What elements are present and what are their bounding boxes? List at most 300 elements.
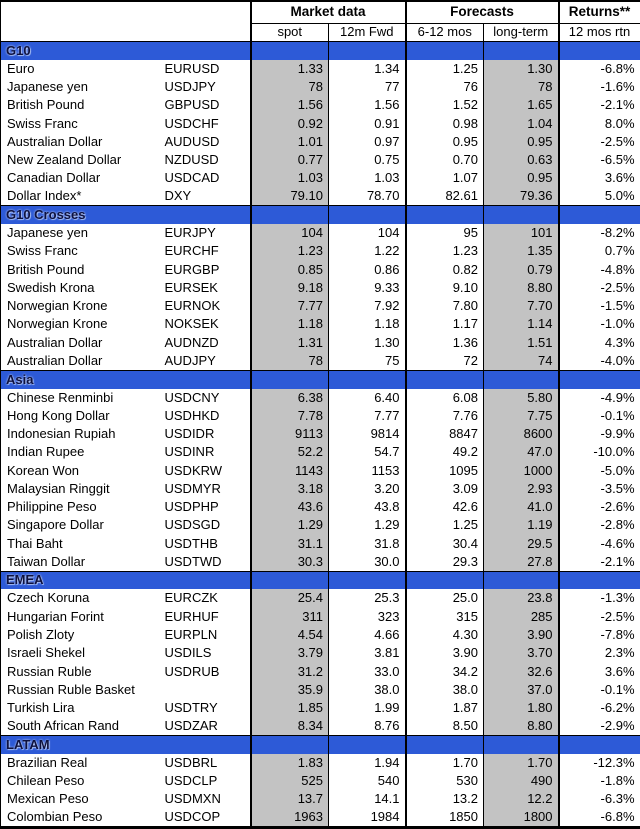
return-12m-value: -6.8%	[559, 809, 640, 828]
currency-name: Swiss Franc	[7, 243, 78, 259]
long-term-value: 8600	[484, 425, 559, 443]
return-12m-value: -1.0%	[559, 315, 640, 333]
forecast-6-12-value: 7.76	[406, 407, 484, 425]
long-term-value: 0.95	[484, 169, 559, 187]
spot-value: 0.77	[251, 151, 329, 169]
ticker-code: DXY	[164, 188, 192, 204]
forecast-6-12-value: 315	[406, 608, 484, 626]
currency-name: Mexican Peso	[7, 791, 89, 807]
section-row-emea	[1, 571, 640, 589]
long-term-value: 1.70	[484, 754, 559, 772]
return-12m-value: -1.8%	[559, 772, 640, 790]
long-term-value: 12.2	[484, 790, 559, 808]
currency-name: Dollar Index*	[7, 188, 82, 204]
currency-name: Polish Zloty	[7, 626, 75, 642]
section-band-cell	[484, 571, 559, 589]
spot-value: 1.01	[251, 133, 329, 151]
section-band-cell	[559, 206, 640, 224]
return-12m-value: -2.6%	[559, 498, 640, 516]
table-row	[1, 389, 640, 407]
table-row	[1, 443, 640, 461]
currency-name: Swedish Krona	[7, 279, 95, 295]
section-band-cell	[559, 370, 640, 388]
ticker-code: USDBRL	[164, 754, 218, 770]
fwd-12m-value: 0.91	[329, 115, 406, 133]
long-term-value: 1.51	[484, 334, 559, 352]
currency-name: South African Rand	[7, 718, 120, 734]
fwd-12m-value: 14.1	[329, 790, 406, 808]
table-row	[1, 407, 640, 425]
table-header	[1, 1, 640, 42]
long-term-value: 8.80	[484, 279, 559, 297]
spot-value: 1143	[251, 462, 329, 480]
spot-value: 78	[251, 78, 329, 96]
table-row	[1, 699, 640, 717]
ticker-code: USDJPY	[164, 79, 216, 95]
table-row	[1, 169, 640, 187]
section-label: G10 Crosses	[1, 206, 251, 224]
long-term-value: 79.36	[484, 188, 559, 206]
spot-value: 7.77	[251, 297, 329, 315]
return-12m-value: -2.9%	[559, 717, 640, 735]
spot-value: 1.83	[251, 754, 329, 772]
return-12m-value: -1.3%	[559, 589, 640, 607]
ticker-code: NOKSEK	[164, 316, 219, 332]
forecast-6-12-value: 1.25	[406, 60, 484, 78]
ticker-code: USDINR	[164, 444, 215, 460]
fwd-12m-value: 323	[329, 608, 406, 626]
forecast-6-12-value: 7.80	[406, 297, 484, 315]
long-term-value: 1.19	[484, 516, 559, 534]
spot-value: 31.2	[251, 663, 329, 681]
ticker-code: AUDUSD	[164, 133, 220, 149]
fwd-12m-value: 6.40	[329, 389, 406, 407]
fwd-12m-value: 0.97	[329, 133, 406, 151]
section-band-cell	[329, 206, 406, 224]
spot-value: 3.18	[251, 480, 329, 498]
ticker-code: USDCNY	[164, 389, 220, 405]
column-header-12m-fwd: 12m Fwd	[329, 24, 406, 42]
ticker-code: USDILS	[164, 645, 212, 661]
ticker-code: NZDUSD	[164, 152, 219, 168]
forecast-6-12-value: 1.23	[406, 242, 484, 260]
table-row	[1, 626, 640, 644]
column-group-returns: Returns**	[559, 1, 640, 24]
return-12m-value: 5.0%	[559, 188, 640, 206]
long-term-value: 3.70	[484, 644, 559, 662]
table-row	[1, 516, 640, 534]
fwd-12m-value: 75	[329, 352, 406, 370]
forecast-6-12-value: 13.2	[406, 790, 484, 808]
fwd-12m-value: 31.8	[329, 535, 406, 553]
ticker-code: USDPHP	[164, 499, 219, 515]
ticker-code: USDCAD	[164, 170, 220, 186]
column-header-long-term: long-term	[484, 24, 559, 42]
ticker-code: EURCZK	[164, 590, 218, 606]
currency-name: Thai Baht	[7, 535, 63, 551]
return-12m-value: -2.1%	[559, 553, 640, 571]
spot-value: 52.2	[251, 443, 329, 461]
forecast-6-12-value: 1850	[406, 809, 484, 828]
return-12m-value: -4.8%	[559, 261, 640, 279]
section-band-cell	[406, 42, 484, 60]
forecast-6-12-value: 1095	[406, 462, 484, 480]
fwd-12m-value: 1.03	[329, 169, 406, 187]
long-term-value: 74	[484, 352, 559, 370]
ticker-code: USDKRW	[164, 462, 223, 478]
forecast-6-12-value: 8.50	[406, 717, 484, 735]
currency-name: Norwegian Krone	[7, 298, 108, 314]
spot-value: 1.85	[251, 699, 329, 717]
spot-value: 43.6	[251, 498, 329, 516]
fwd-12m-value: 78.70	[329, 188, 406, 206]
return-12m-value: 3.6%	[559, 663, 640, 681]
section-band-cell	[559, 42, 640, 60]
currency-name: Indian Rupee	[7, 444, 85, 460]
long-term-value: 2.93	[484, 480, 559, 498]
return-12m-value: 4.3%	[559, 334, 640, 352]
table-row	[1, 809, 640, 828]
column-group-market-data: Market data	[251, 1, 406, 24]
fwd-12m-value: 3.20	[329, 480, 406, 498]
long-term-value: 1.04	[484, 115, 559, 133]
return-12m-value: -4.0%	[559, 352, 640, 370]
long-term-value: 78	[484, 78, 559, 96]
section-band-cell	[251, 206, 329, 224]
long-term-value: 3.90	[484, 626, 559, 644]
long-term-value: 101	[484, 224, 559, 242]
currency-name: Norwegian Krone	[7, 316, 108, 332]
return-12m-value: -6.3%	[559, 790, 640, 808]
currency-name: Hong Kong Dollar	[7, 407, 110, 423]
currency-name: New Zealand Dollar	[7, 152, 122, 168]
table-row	[1, 242, 640, 260]
spot-value: 311	[251, 608, 329, 626]
return-12m-value: -1.6%	[559, 78, 640, 96]
return-12m-value: -9.9%	[559, 425, 640, 443]
column-group-row	[1, 1, 640, 24]
ticker-code: USDMYR	[164, 480, 221, 496]
return-12m-value: -10.0%	[559, 443, 640, 461]
currency-name: British Pound	[7, 97, 85, 113]
ticker-code: EURPLN	[164, 626, 218, 642]
table-row	[1, 462, 640, 480]
long-term-value: 8.80	[484, 717, 559, 735]
section-row-latam	[1, 736, 640, 754]
return-12m-value: -2.5%	[559, 279, 640, 297]
currency-name: Singapore Dollar	[7, 517, 104, 533]
table-row	[1, 553, 640, 571]
table-row	[1, 681, 640, 699]
long-term-value: 29.5	[484, 535, 559, 553]
column-header-spot: spot	[251, 24, 329, 42]
section-band-cell	[484, 206, 559, 224]
ticker-code: USDTHB	[164, 535, 218, 551]
spot-value: 104	[251, 224, 329, 242]
return-12m-value: -12.3%	[559, 754, 640, 772]
currency-name: Swiss Franc	[7, 115, 78, 131]
ticker-code: USDTRY	[164, 700, 218, 716]
fwd-12m-value: 1.22	[329, 242, 406, 260]
forecast-6-12-value: 38.0	[406, 681, 484, 699]
long-term-value: 27.8	[484, 553, 559, 571]
currency-name: Australian Dollar	[7, 334, 103, 350]
fwd-12m-value: 1.34	[329, 60, 406, 78]
ticker-code: USDIDR	[164, 426, 215, 442]
fwd-12m-value: 7.77	[329, 407, 406, 425]
currency-name: British Pound	[7, 261, 85, 277]
long-term-value: 41.0	[484, 498, 559, 516]
return-12m-value: -5.0%	[559, 462, 640, 480]
long-term-value: 5.80	[484, 389, 559, 407]
ticker-code: EURHUF	[164, 608, 219, 624]
long-term-value: 1800	[484, 809, 559, 828]
forecast-6-12-value: 0.82	[406, 261, 484, 279]
forecast-6-12-value: 4.30	[406, 626, 484, 644]
forecast-6-12-value: 3.90	[406, 644, 484, 662]
section-band-cell	[329, 42, 406, 60]
long-term-value: 285	[484, 608, 559, 626]
section-band-cell	[406, 571, 484, 589]
forecast-6-12-value: 530	[406, 772, 484, 790]
table-row	[1, 133, 640, 151]
fwd-12m-value: 33.0	[329, 663, 406, 681]
table-row	[1, 535, 640, 553]
spot-value: 1.23	[251, 242, 329, 260]
spot-value: 4.54	[251, 626, 329, 644]
fwd-12m-value: 30.0	[329, 553, 406, 571]
spot-value: 1.03	[251, 169, 329, 187]
table-row	[1, 352, 640, 370]
currency-name: Turkish Lira	[7, 700, 75, 716]
return-12m-value: -4.6%	[559, 535, 640, 553]
ticker-code	[161, 681, 251, 699]
return-12m-value: 0.7%	[559, 242, 640, 260]
spot-value: 30.3	[251, 553, 329, 571]
currency-name: Japanese yen	[7, 225, 88, 241]
currency-name: Colombian Peso	[7, 809, 103, 825]
forecast-6-12-value: 1.25	[406, 516, 484, 534]
section-label: G10	[1, 42, 251, 60]
return-12m-value: 2.3%	[559, 644, 640, 662]
fwd-12m-value: 1.56	[329, 96, 406, 114]
column-header-12-mos-rtn: 12 mos rtn	[559, 24, 640, 42]
long-term-value: 0.95	[484, 133, 559, 151]
ticker-code: USDMXN	[164, 791, 221, 807]
long-term-value: 47.0	[484, 443, 559, 461]
fwd-12m-value: 540	[329, 772, 406, 790]
forecast-6-12-value: 25.0	[406, 589, 484, 607]
spot-value: 79.10	[251, 188, 329, 206]
fwd-12m-value: 0.86	[329, 261, 406, 279]
table-row	[1, 589, 640, 607]
long-term-value: 32.6	[484, 663, 559, 681]
currency-name: Brazilian Real	[7, 754, 88, 770]
fwd-12m-value: 77	[329, 78, 406, 96]
ticker-code: USDSGD	[164, 517, 221, 533]
fwd-12m-value: 54.7	[329, 443, 406, 461]
spot-value: 0.85	[251, 261, 329, 279]
currency-name: Australian Dollar	[7, 133, 103, 149]
long-term-value: 1.80	[484, 699, 559, 717]
table-row	[1, 60, 640, 78]
table-row	[1, 96, 640, 114]
spot-value: 8.34	[251, 717, 329, 735]
spot-value: 525	[251, 772, 329, 790]
spot-value: 0.92	[251, 115, 329, 133]
section-band-cell	[406, 736, 484, 754]
forecast-6-12-value: 0.70	[406, 151, 484, 169]
fwd-12m-value: 4.66	[329, 626, 406, 644]
return-12m-value: 3.6%	[559, 169, 640, 187]
currency-name: Japanese yen	[7, 79, 88, 95]
spot-value: 78	[251, 352, 329, 370]
fwd-12m-value: 8.76	[329, 717, 406, 735]
long-term-value: 1.35	[484, 242, 559, 260]
currency-name: Czech Koruna	[7, 590, 90, 606]
corner-cell	[1, 1, 251, 42]
table-row	[1, 115, 640, 133]
table-body	[1, 42, 640, 828]
spot-value: 1.56	[251, 96, 329, 114]
section-label: Asia	[1, 370, 251, 388]
return-12m-value: -0.1%	[559, 681, 640, 699]
section-band-cell	[251, 736, 329, 754]
spot-value: 1963	[251, 809, 329, 828]
forecast-6-12-value: 82.61	[406, 188, 484, 206]
return-12m-value: -7.8%	[559, 626, 640, 644]
section-band-cell	[484, 42, 559, 60]
table-row	[1, 498, 640, 516]
return-12m-value: -2.1%	[559, 96, 640, 114]
currency-name: Chilean Peso	[7, 773, 85, 789]
forecast-6-12-value: 1.70	[406, 754, 484, 772]
fwd-12m-value: 1.29	[329, 516, 406, 534]
table-row	[1, 644, 640, 662]
spot-value: 9113	[251, 425, 329, 443]
long-term-value: 0.63	[484, 151, 559, 169]
ticker-code: AUDJPY	[164, 352, 216, 368]
spot-value: 1.29	[251, 516, 329, 534]
section-band-cell	[329, 736, 406, 754]
table-row	[1, 188, 640, 206]
spot-value: 3.79	[251, 644, 329, 662]
table-row	[1, 663, 640, 681]
ticker-code: USDZAR	[164, 718, 218, 734]
ticker-code: GBPUSD	[164, 97, 220, 113]
ticker-code: EURSEK	[164, 279, 218, 295]
return-12m-value: -3.5%	[559, 480, 640, 498]
return-12m-value: -0.1%	[559, 407, 640, 425]
table-row	[1, 78, 640, 96]
table-row	[1, 279, 640, 297]
spot-value: 6.38	[251, 389, 329, 407]
return-12m-value: -6.5%	[559, 151, 640, 169]
ticker-code: USDCLP	[164, 773, 218, 789]
return-12m-value: -4.9%	[559, 389, 640, 407]
ticker-code: USDTWD	[164, 553, 222, 569]
currency-name: Philippine Peso	[7, 499, 97, 515]
spot-value: 31.1	[251, 535, 329, 553]
fwd-12m-value: 1.30	[329, 334, 406, 352]
ticker-code: EURNOK	[164, 298, 221, 314]
fwd-12m-value: 104	[329, 224, 406, 242]
return-12m-value: -2.5%	[559, 133, 640, 151]
table-row	[1, 224, 640, 242]
long-term-value: 0.79	[484, 261, 559, 279]
ticker-code: AUDNZD	[164, 334, 219, 350]
spot-value: 1.33	[251, 60, 329, 78]
table-row	[1, 608, 640, 626]
spot-value: 13.7	[251, 790, 329, 808]
currency-name: Israeli Shekel	[7, 645, 86, 661]
spot-value: 7.78	[251, 407, 329, 425]
long-term-value: 1.65	[484, 96, 559, 114]
forecast-6-12-value: 72	[406, 352, 484, 370]
fwd-12m-value: 43.8	[329, 498, 406, 516]
return-12m-value: -6.2%	[559, 699, 640, 717]
table-row	[1, 480, 640, 498]
fwd-12m-value: 1.94	[329, 754, 406, 772]
section-band-cell	[484, 370, 559, 388]
currency-name: Korean Won	[7, 462, 80, 478]
table-row	[1, 261, 640, 279]
long-term-value: 1.14	[484, 315, 559, 333]
currency-name: Canadian Dollar	[7, 170, 101, 186]
return-12m-value: -8.2%	[559, 224, 640, 242]
forecast-6-12-value: 9.10	[406, 279, 484, 297]
forecast-6-12-value: 30.4	[406, 535, 484, 553]
fwd-12m-value: 7.92	[329, 297, 406, 315]
currency-name: Euro	[7, 60, 35, 76]
section-band-cell	[406, 206, 484, 224]
forecast-6-12-value: 34.2	[406, 663, 484, 681]
table-row	[1, 790, 640, 808]
section-band-cell	[251, 42, 329, 60]
forecast-6-12-value: 1.52	[406, 96, 484, 114]
section-band-cell	[329, 370, 406, 388]
ticker-code: USDCHF	[164, 115, 219, 131]
fwd-12m-value: 0.75	[329, 151, 406, 169]
forecast-6-12-value: 0.98	[406, 115, 484, 133]
currency-name: Indonesian Rupiah	[7, 426, 116, 442]
long-term-value: 1000	[484, 462, 559, 480]
spot-value: 1.31	[251, 334, 329, 352]
section-row-g10-crosses	[1, 206, 640, 224]
forecast-6-12-value: 1.17	[406, 315, 484, 333]
table-row	[1, 772, 640, 790]
section-band-cell	[484, 736, 559, 754]
long-term-value: 490	[484, 772, 559, 790]
fwd-12m-value: 1.18	[329, 315, 406, 333]
section-band-cell	[559, 571, 640, 589]
spot-value: 1.18	[251, 315, 329, 333]
forecast-6-12-value: 1.87	[406, 699, 484, 717]
section-band-cell	[251, 571, 329, 589]
fwd-12m-value: 9.33	[329, 279, 406, 297]
return-12m-value: -1.5%	[559, 297, 640, 315]
forecast-6-12-value: 29.3	[406, 553, 484, 571]
forecast-6-12-value: 76	[406, 78, 484, 96]
table-row	[1, 717, 640, 735]
forecast-6-12-value: 49.2	[406, 443, 484, 461]
section-band-cell	[559, 736, 640, 754]
return-12m-value: 8.0%	[559, 115, 640, 133]
section-label: EMEA	[1, 571, 251, 589]
fwd-12m-value: 3.81	[329, 644, 406, 662]
currency-name: Australian Dollar	[7, 352, 103, 368]
fwd-12m-value: 1.99	[329, 699, 406, 717]
